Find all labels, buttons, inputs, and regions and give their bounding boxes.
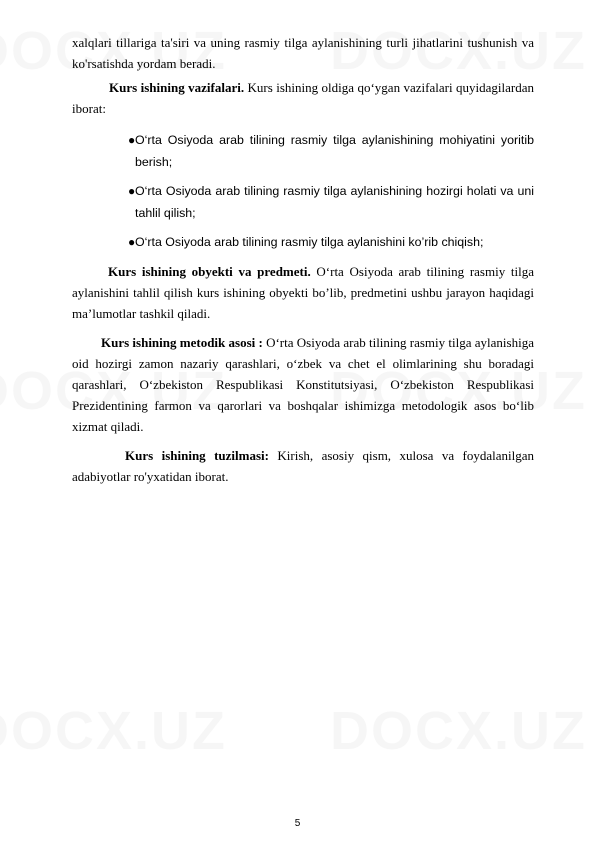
heading-structure: Kurs ishining tuzilmasi: xyxy=(125,448,269,463)
paragraph-method-text: O‘rta Osiyoda arab tilining rasmiy tilga aylanishiga oid hozirgi zamon nazariy qarashlari, oʻzbek va chet el olimlarining shu boradagi qarashlari, Oʻzbekiston Respublikasi Konstitutsiyasi, Oʻzbekiston Respublikasi Prezidentining farmon va qarorlari va boshqalar ishimizga metodologik asos bo‘lib xizmat qiladi. xyxy=(72,335,534,434)
watermark-text xyxy=(330,700,587,762)
paragraph-object xyxy=(72,261,534,324)
heading-tasks: Kurs ishining vazifalari. xyxy=(109,80,245,95)
paragraph-structure-text: Kirish, asosiy qism, xulosa va foydalanilgan adabiyotlar ro'yxatidan iborat. xyxy=(72,448,535,484)
list-item xyxy=(72,180,534,224)
bullet-icon: ● xyxy=(128,184,136,198)
heading-method: Kurs ishining metodik asosi : xyxy=(101,335,263,350)
list-item-text: O‘rta Osiyoda arab tilining rasmiy tilga aylanishining mohiyatini yoritib berish; xyxy=(135,133,534,169)
bullet-icon: ● xyxy=(128,133,136,147)
paragraph-object-text: O‘rta Osiyoda arab tilining rasmiy tilga aylanishini tahlil qilish kurs ishining obyekti bo’lib, predmetini ushbu jarayon haqidagi ma’lumotlar tashkil qiladi. xyxy=(72,264,534,321)
list-item xyxy=(72,231,534,253)
paragraph-tasks-text: Kurs ishining oldiga qo‘ygan vazifalari quyidagilardan iborat: xyxy=(72,80,534,116)
list-item xyxy=(72,129,534,173)
watermark-text xyxy=(0,700,227,762)
page-number: 5 xyxy=(294,818,301,829)
list-item-text: O‘rta Osiyoda arab tilining rasmiy tilga aylanishining hozirgi holati va uni tahlil qilish; xyxy=(135,184,534,220)
document-body xyxy=(72,32,534,487)
list-item-text: O‘rta Osiyoda arab tilining rasmiy tilga aylanishini ko’rib chiqish; xyxy=(135,235,484,249)
paragraph-tasks xyxy=(72,77,534,119)
paragraph-structure xyxy=(72,445,534,487)
bullet-icon: ● xyxy=(128,235,136,249)
paragraph-method xyxy=(72,332,534,437)
heading-object: Kurs ishining obyekti va predmeti. xyxy=(108,264,311,279)
paragraph-intro: xalqlari tillariga ta'siri va uning rasmiy tilga aylanishining turli jihatlarini tushunish va ko'rsatishda yordam beradi. xyxy=(72,35,534,71)
tasks-list xyxy=(72,129,534,253)
